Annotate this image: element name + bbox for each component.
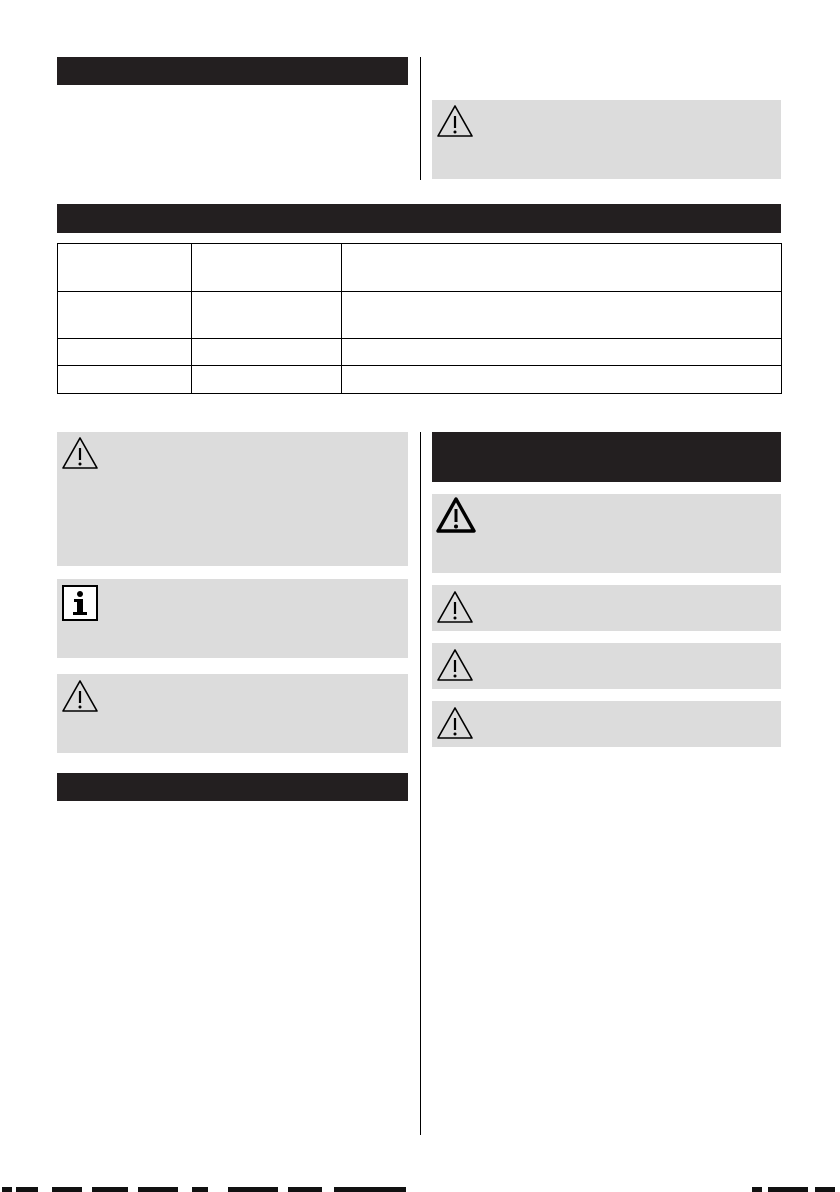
warning-triangle-icon bbox=[61, 679, 99, 713]
table-cell bbox=[192, 339, 342, 366]
table-cell bbox=[192, 292, 342, 339]
table-header-cell bbox=[192, 244, 342, 292]
table-cell bbox=[342, 292, 782, 339]
section-heading-bar bbox=[57, 773, 408, 801]
warning-callout bbox=[432, 643, 781, 689]
warning-callout bbox=[432, 100, 781, 179]
column-divider bbox=[420, 432, 421, 1135]
warning-triangle-bold-icon bbox=[435, 496, 477, 534]
column-divider bbox=[420, 57, 421, 180]
table-header-row bbox=[58, 244, 782, 292]
section-heading-bar bbox=[432, 432, 781, 482]
table-row bbox=[58, 366, 782, 394]
warning-triangle-icon bbox=[436, 706, 474, 740]
info-callout bbox=[57, 579, 408, 658]
section-heading-bar bbox=[57, 204, 781, 233]
warning-callout bbox=[57, 674, 408, 753]
data-table bbox=[57, 243, 782, 394]
table-header-cell bbox=[58, 244, 192, 292]
info-icon bbox=[62, 585, 98, 621]
warning-triangle-icon bbox=[436, 590, 474, 624]
table-row bbox=[58, 292, 782, 339]
warning-triangle-icon bbox=[436, 104, 474, 138]
warning-triangle-icon bbox=[61, 436, 99, 470]
table-cell bbox=[342, 366, 782, 394]
table-cell bbox=[58, 292, 192, 339]
table-row bbox=[58, 339, 782, 366]
table-header-cell bbox=[342, 244, 782, 292]
section-heading-bar bbox=[57, 57, 408, 85]
warning-callout bbox=[57, 432, 408, 566]
footer-cropped-marks bbox=[0, 1186, 840, 1192]
warning-callout bbox=[432, 585, 781, 631]
table-cell bbox=[58, 366, 192, 394]
table-cell bbox=[58, 339, 192, 366]
warning-callout bbox=[432, 701, 781, 747]
table-cell bbox=[342, 339, 782, 366]
table-cell bbox=[192, 366, 342, 394]
warning-callout bbox=[432, 494, 781, 573]
warning-triangle-icon bbox=[436, 648, 474, 682]
